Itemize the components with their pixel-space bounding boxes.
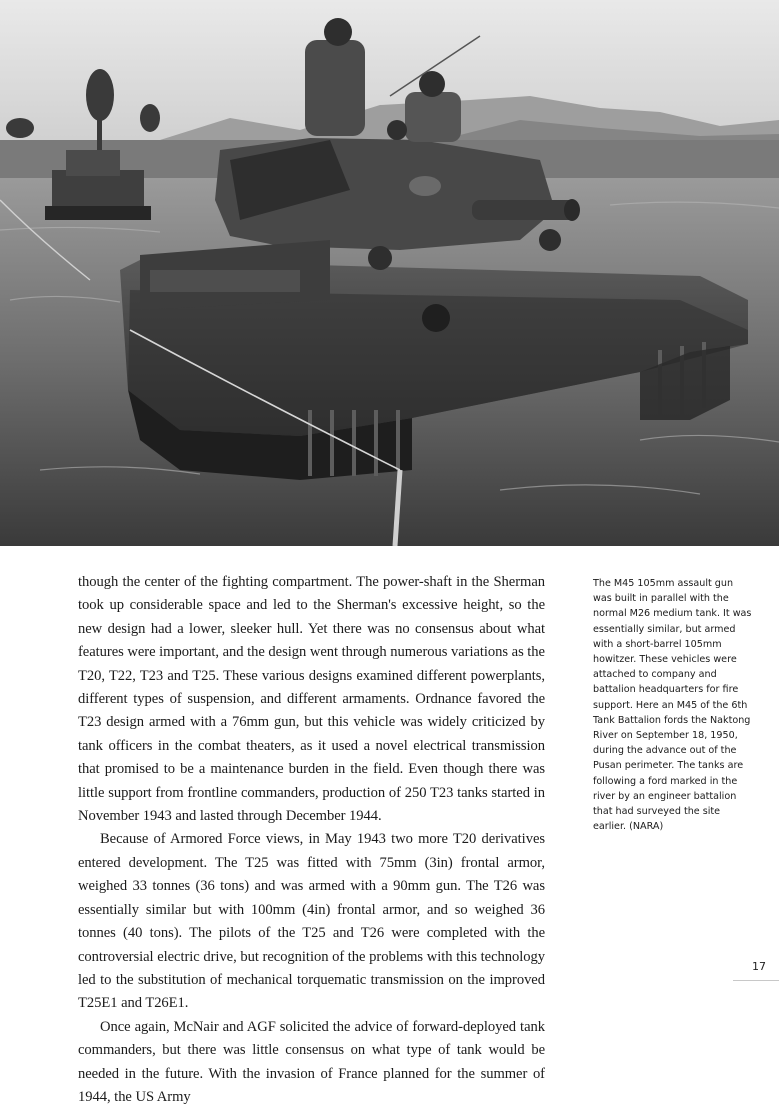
body-paragraph-2: Because of Armored Force views, in May 1943 two more T20 derivatives entered development. The T25 was fitted with 75mm (3in) frontal armor, weighed 33 tonnes (36 tons) and was armed with a 90mm gun. The T26 was essentially similar but with 100mm (4in) frontal armor, and so weighed 36 tonnes (40 tons). The pilots of the T25 and T26 were completed with the controversial electric drive, but recognition of the problems with this technology led to the substitution of mechanical torquematic transmission on the improved T25E1 and T26E1. — [78, 831, 545, 1012]
page-number: 17 — [752, 960, 766, 973]
page-number-rule — [733, 980, 779, 981]
m45-tank-fording-naktong-river-photo — [0, 0, 779, 546]
body-text — [78, 571, 545, 1109]
body-paragraph-1: though the center of the fighting compartment. The power-shaft in the Sherman took up considerable space and led to the Sherman's excessive height, so the new design had a lower, sleeker hull. Yet there was no consensus about what features were important, and the design went through numerous variations as the T20, T22, T23 and T25. These various designs examined different powerplants, different types of suspension, and different armaments. Ordnance favored the T23 design armed with a 76mm gun, but this vehicle was widely criticized by tank officers in the combat theaters, as it used a novel electrical transmission that promised to be a maintenance burden in the field. Even though there was little support from frontline commanders, production of 250 T23 tanks started in November 1943 and lasted through December 1944. — [78, 574, 545, 825]
body-paragraph-3: Once again, McNair and AGF solicited the advice of forward-deployed tank commanders, but there was little consensus on what type of tank would be needed in the future. With the invasion of France planned for the summer of 1944, the US Army — [78, 1018, 545, 1105]
photo-caption: The M45 105mm assault gun was built in parallel with the normal M26 medium tank. It was essentially similar, but armed with a short-barrel 105mm howitzer. These vehicles were attached to company and battalion headquarters for fire support. Here an M45 of the 6th Tank Battalion fords the Naktong River on September 18, 1950, during the advance out of the Pusan perimeter. The tanks are following a ford marked in the river by an engineer battalion that had surveyed the site earlier. (NARA) — [593, 578, 752, 833]
